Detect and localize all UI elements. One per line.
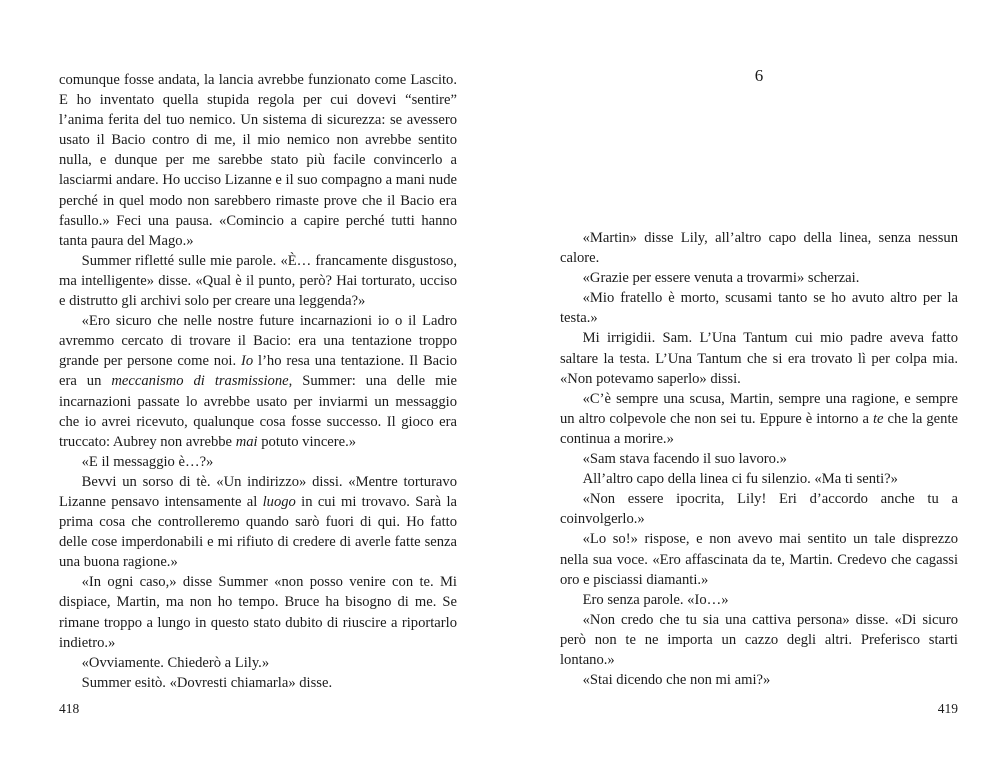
text-run: potuto vincere.» <box>257 433 357 450</box>
text-run: «Sam stava facendo il suo lavoro.» <box>582 451 787 468</box>
paragraph <box>560 590 958 610</box>
text-run: «Ero sicuro che nelle nostre future incarnazioni io o il Ladro avremmo cercato di trovare il Bacio: era una tentazione troppo grande per persone come noi. <box>59 313 457 370</box>
text-run: «E il messaggio è…?» <box>81 453 214 470</box>
chapter-number: 6 <box>754 66 764 85</box>
paragraph <box>560 489 958 529</box>
text-run: l’ho resa una tentazione. Il Bacio era un <box>59 353 457 390</box>
paragraph <box>560 529 958 589</box>
paragraph <box>560 610 958 670</box>
text-run: in cui mi trovavo. Sarà la prima cosa che controlleremo quando sarò fuori di qui. Ho fatto delle cose imperdonabili e mi rifiuto di credere di averle fatte senza una buona ragione.» <box>59 493 457 571</box>
paragraph <box>560 670 958 690</box>
text-run: «Grazie per essere venuta a trovarmi» scherzai. <box>582 270 860 287</box>
paragraph <box>560 389 958 449</box>
paragraph <box>560 288 958 328</box>
right-page-number: 419 <box>937 701 958 716</box>
text-run: «Stai dicendo che non mi ami?» <box>582 672 771 689</box>
paragraph <box>59 653 457 673</box>
right-page-text-block <box>560 228 958 690</box>
text-run: che la gente continua a morire.» <box>560 410 958 447</box>
text-run: Ero senza parole. «Io…» <box>582 591 729 608</box>
italic-text-run: Io <box>240 353 254 370</box>
text-run: Summer esitò. «Dovresti chiamarla» disse. <box>81 674 333 691</box>
paragraph <box>560 328 958 388</box>
text-run: «Non credo che tu sia una cattiva persona» disse. «Di sicuro però non te ne importa un cazzo degli altri. Preferisco starti lontano.» <box>560 611 958 668</box>
paragraph <box>59 251 457 311</box>
paragraph <box>59 472 457 572</box>
paragraph <box>59 452 457 472</box>
paragraph <box>560 469 958 489</box>
text-run: All’altro capo della linea ci fu silenzio. «Ma ti senti?» <box>582 471 898 488</box>
text-run: «Martin» disse Lily, all’altro capo della linea, senza nessun calore. <box>560 230 958 267</box>
paragraph <box>59 70 457 251</box>
text-run: «Ovviamente. Chiederò a Lily.» <box>81 654 270 671</box>
text-run: Bevvi un sorso di tè. «Un indirizzo» dissi. «Mentre torturavo Lizanne pensavo intensamente al <box>59 473 457 510</box>
paragraph <box>560 228 958 268</box>
left-page-text-block <box>59 70 457 693</box>
italic-text-run: te <box>872 410 884 427</box>
left-page-number: 418 <box>59 701 80 716</box>
paragraph <box>560 449 958 469</box>
text-run: «Non essere ipocrita, Lily! Eri d’accordo anche tu a coinvolgerlo.» <box>560 491 958 528</box>
paragraph <box>59 311 457 452</box>
text-run: «In ogni caso,» disse Summer «non posso venire con te. Mi dispiace, Martin, ma non ho tempo. Bruce ha bisogno di me. Se rimane troppo a lungo in questo stato dubito di riuscire a riportarlo indietro.» <box>59 574 457 651</box>
italic-text-run: luogo <box>262 493 296 510</box>
text-run: Mi irrigidii. Sam. L’Una Tantum cui mio padre aveva fatto saltare la testa. L’Una Tantum che si era trovato lì per colpa mia. «Non potevamo saperlo» dissi. <box>560 330 958 387</box>
text-run: Summer rifletté sulle mie parole. «È… francamente disgustoso, ma intelligente» disse. «Qual è il punto, però? Hai torturato, ucciso e distrutto gli archivi solo per creare una leggenda?» <box>59 252 457 310</box>
paragraph <box>59 673 457 693</box>
text-run: comunque fosse andata, la lancia avrebbe funzionato come Lascito. E ho inventato quella stupida regola per cui dovevi “sentire” l’anima ferita del tuo nemico. Un sistema di sicurezza: se avessero usato il Bacio contro di me, il mio nemico non avrebbe sentito nulla, e dunque per me sarebbe stato più facile convincerlo a lasciarmi andare. Ho ucciso Lizanne e il suo compagno a mani nude perché in quel modo non sarebbero rimaste prove che il Bacio era fasullo.» Feci una pausa. «Comincio a capire perché tutti hanno tanta paura del Mago.» <box>59 72 457 249</box>
text-run: «Lo so!» rispose, e non avevo mai sentito un tale disprezzo nella sua voce. «Ero affascinata da te, Martin. Credevo che cagassi oro e pisciassi diamanti.» <box>560 531 958 588</box>
text-run: «C’è sempre una scusa, Martin, sempre una ragione, e sempre un altro colpevole che non sei tu. Eppure è intorno a <box>560 390 958 427</box>
italic-text-run: mai <box>235 433 258 450</box>
paragraph <box>59 572 457 652</box>
text-run: , Summer: una delle mie incarnazioni passate lo avrebbe usato per inviarmi un messaggio che io avrei ricevuto, qualunque cosa fosse successo. Il gioco era truccato: Aubrey non avrebbe <box>59 373 457 450</box>
paragraph <box>560 268 958 288</box>
italic-text-run: meccanismo di trasmissione <box>111 373 289 390</box>
text-run: «Mio fratello è morto, scusami tanto se ho avuto altro per la testa.» <box>560 290 958 327</box>
